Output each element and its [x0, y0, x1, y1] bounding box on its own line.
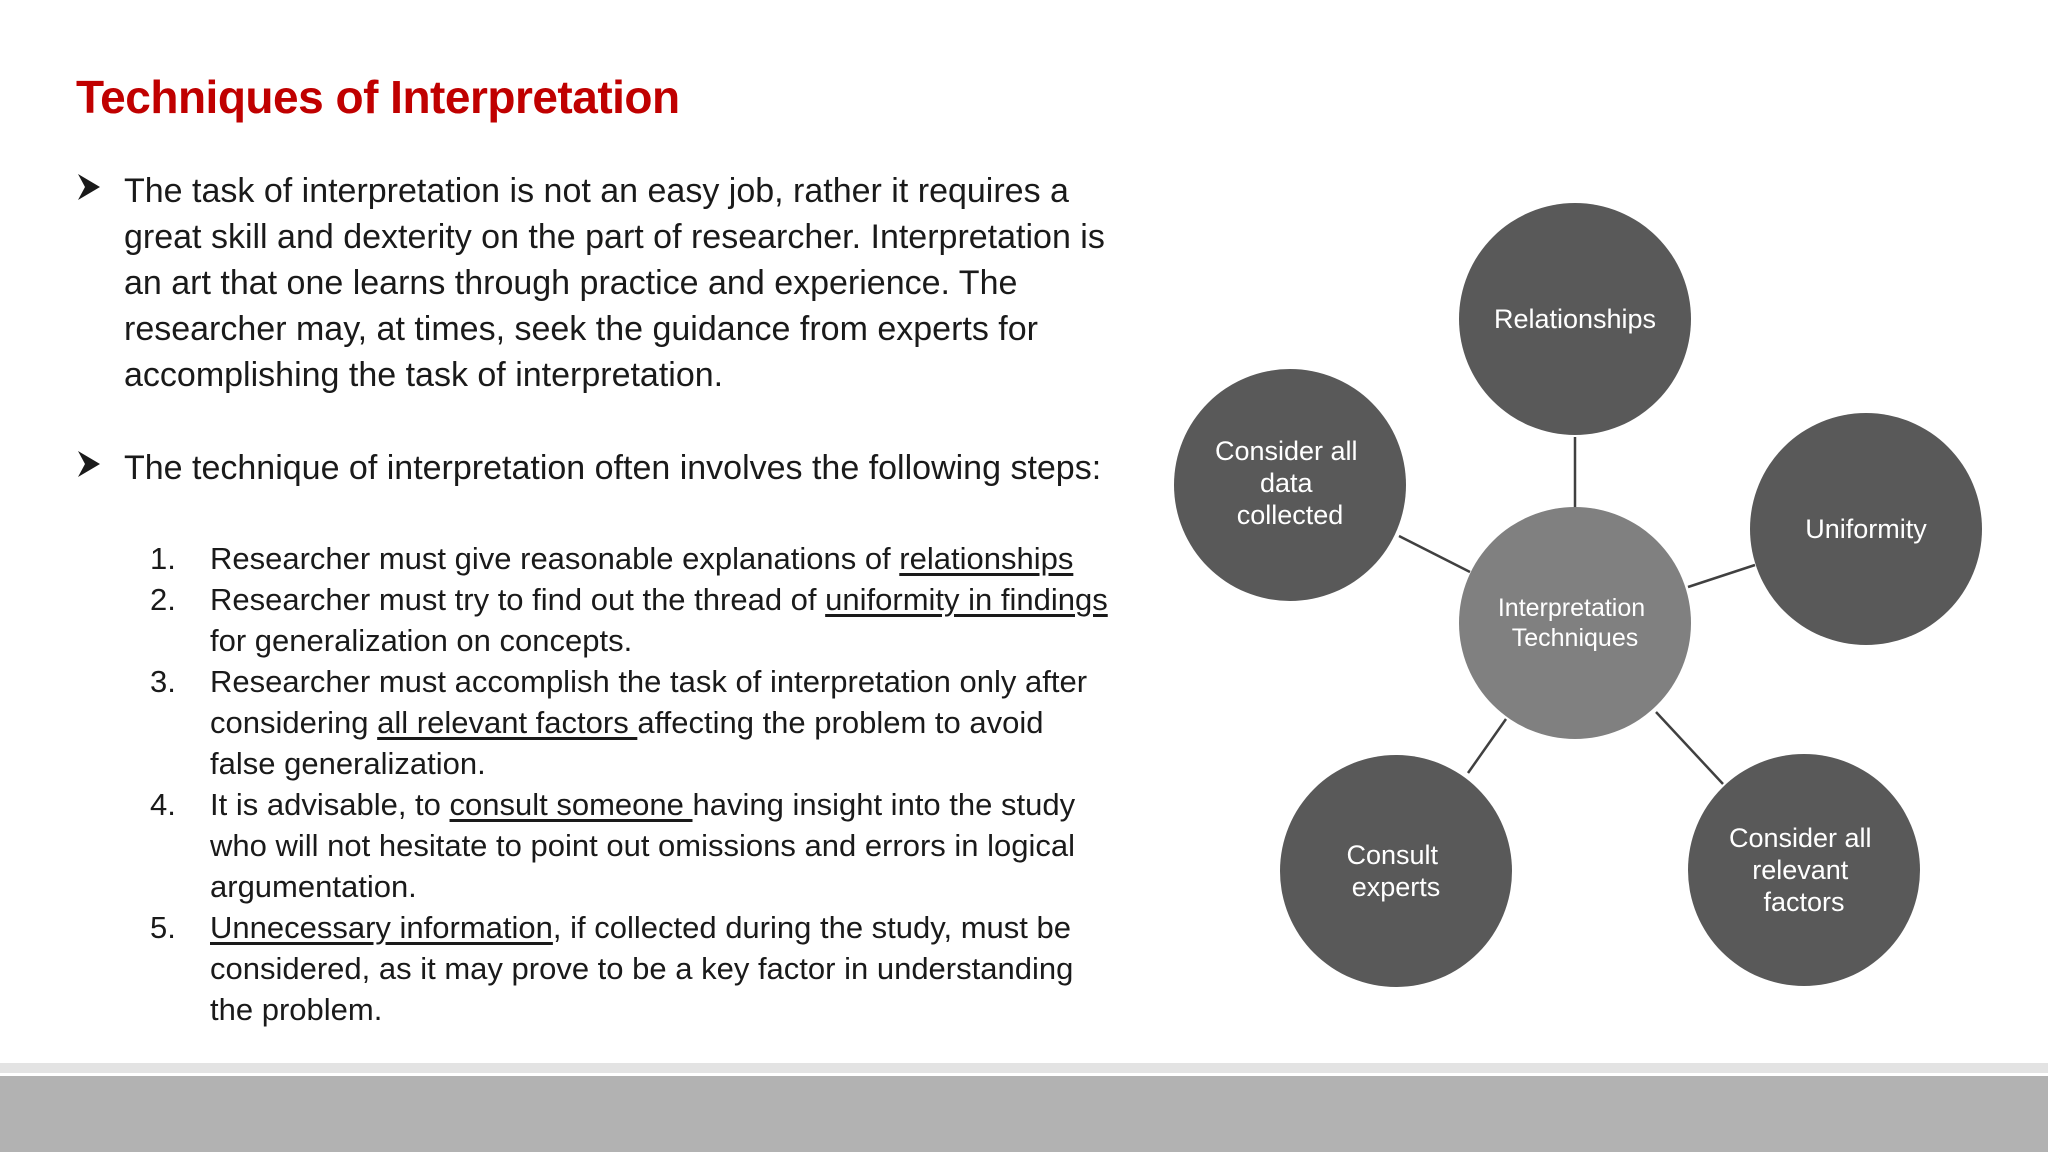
step-item [150, 579, 1110, 661]
connector-consult-experts [1468, 719, 1506, 773]
step-keyword: all relevant factors [377, 705, 638, 740]
step-text: It is advisable, to [210, 787, 450, 822]
step-item [150, 784, 1110, 907]
step-text: for generalization on concepts. [210, 623, 633, 658]
step-keyword: relationships [899, 541, 1074, 576]
step-number: 1. [150, 541, 176, 576]
bullet-text: The technique of interpretation often involves the following steps: [124, 449, 1102, 487]
connector-data-collected [1399, 536, 1470, 572]
step-number: 5. [150, 910, 176, 945]
step-number: 3. [150, 664, 176, 699]
step-keyword: uniformity in findings [825, 582, 1108, 617]
diagram-node-data-collected [1174, 369, 1406, 601]
center-node-label: Interpretation Techniques [1497, 594, 1646, 652]
diagram-node-consult-experts [1280, 755, 1512, 987]
node-label: Consult experts [1346, 840, 1441, 902]
bullet-item [76, 445, 1126, 491]
arrowhead-bullet-icon [76, 172, 102, 202]
step-text: , if collected during the study, must be considered, as it may prove to be a key factor in understanding the problem. [210, 910, 1074, 1027]
center-node-circle [1459, 507, 1691, 739]
footer-band [0, 1076, 2048, 1152]
slide-title: Techniques of Interpretation [76, 71, 680, 123]
bullet-text: The task of interpretation is not an easy job, rather it requires a great skill and dexterity on the part of researcher. Interpretation is an art that one learns through practice and experience. The researcher may, at times, seek the guidance from experts for accomplishing the task of interpretation. [124, 172, 1105, 394]
step-text: Researcher must try to find out the thread of [210, 582, 826, 617]
step-item [150, 538, 1110, 579]
node-circle [1280, 755, 1512, 987]
node-label: Consider all data collected [1214, 436, 1358, 530]
step-text: affecting the problem to avoid false generalization. [210, 705, 1044, 781]
step-keyword: consult someone [449, 787, 693, 822]
connector-relevant-factors [1656, 712, 1723, 784]
step-text: Researcher must accomplish the task of interpretation only after considering [210, 664, 1088, 740]
step-number: 4. [150, 787, 176, 822]
step-item [150, 907, 1110, 1030]
node-label: Relationships [1493, 304, 1657, 334]
diagram-center-node [1459, 507, 1691, 739]
node-label: Uniformity [1805, 514, 1927, 544]
step-keyword: Unnecessary information [210, 910, 553, 945]
bullet-item [76, 168, 1126, 398]
diagram-node-relationships [1459, 203, 1691, 435]
connector-uniformity [1688, 565, 1755, 587]
diagram-node-relevant-factors [1688, 754, 1920, 986]
steps-list [150, 538, 1110, 1030]
arrowhead-bullet-icon [76, 449, 102, 479]
interpretation-techniques-diagram [1150, 180, 1990, 1010]
diagram-node-uniformity [1750, 413, 1982, 645]
step-item [150, 661, 1110, 784]
footer-divider [0, 1063, 2048, 1073]
step-text: Researcher must give reasonable explanations of [210, 541, 900, 576]
node-label: Consider all relevant factors [1728, 823, 1872, 917]
step-text: having insight into the study who will not hesitate to point out omissions and errors in logical argumentation. [210, 787, 1076, 904]
step-number: 2. [150, 582, 176, 617]
